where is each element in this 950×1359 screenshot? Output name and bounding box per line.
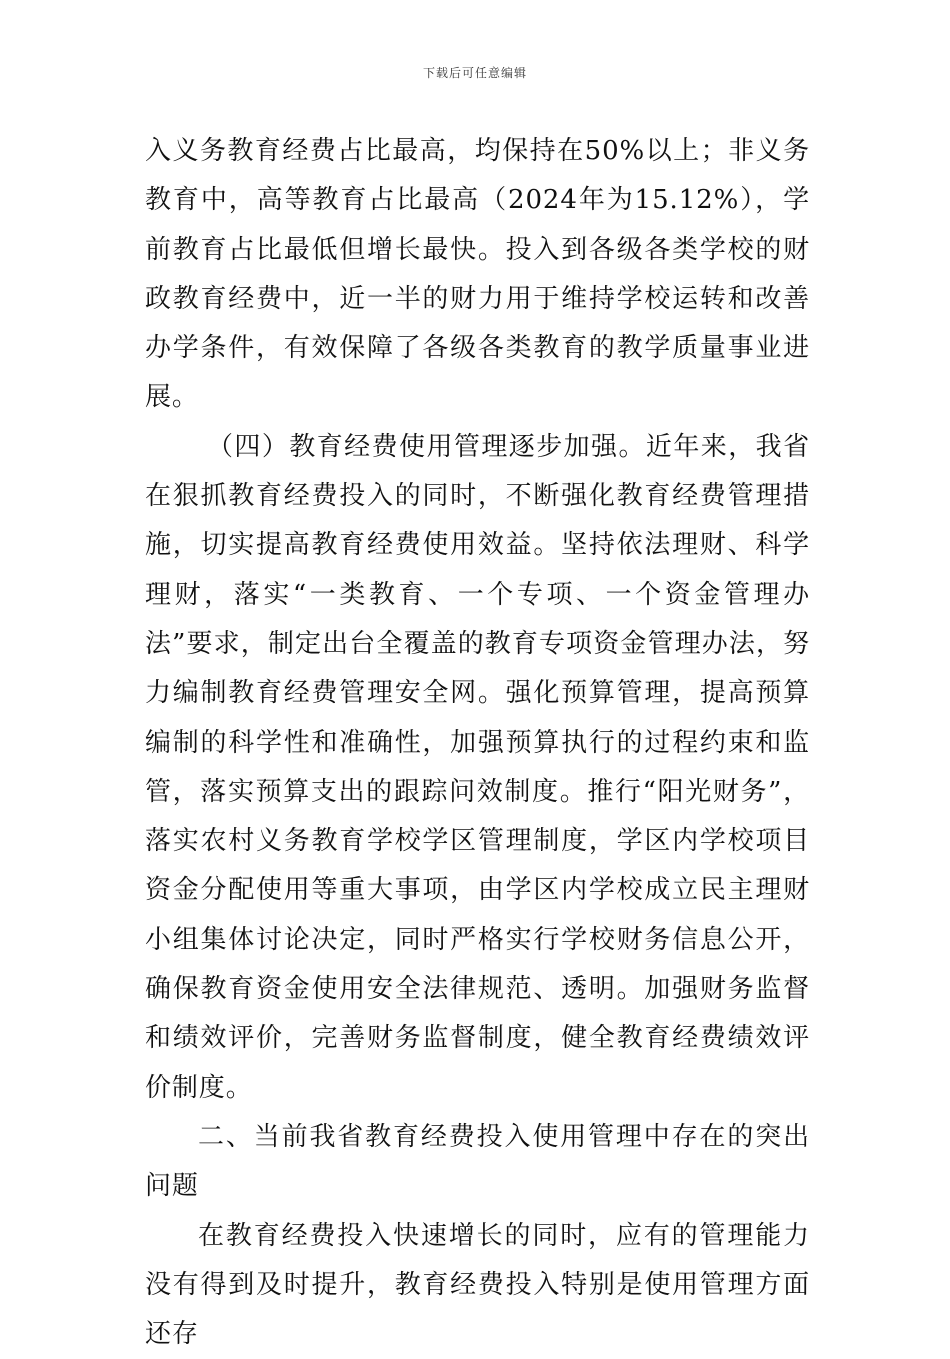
section-heading-two: 二、当前我省教育经费投入使用管理中存在的突出问题: [145, 1121, 810, 1202]
paragraph-problems-intro: 在教育经费投入快速增长的同时，应有的管理能力没有得到及时提升，教育经费投入特别是使用管理方面还存: [145, 1220, 810, 1350]
document-body: [145, 127, 810, 1359]
paragraph-continuation: 入义务教育经费占比最高，均保持在50%以上；非义务教育中，高等教育占比最高（2024年为15.12%），学前教育占比最低但增长最快。投入到各级各类学校的财政教育经费中，近一半的财力用于维持学校运转和改善办学条件，有效保障了各级各类教育的教学质量事业进展。: [145, 136, 810, 413]
page-header: 下载后可任意编辑: [422, 66, 527, 80]
paragraph-section-four: （四）教育经费使用管理逐步加强。近年来，我省在狠抓教育经费投入的同时，不断强化教育经费管理措施，切实提高教育经费使用效益。坚持依法理财、科学理财，落实“一类教育、一个专项、一个资金管理办法”要求，制定出台全覆盖的教育专项资金管理办法，努力编制教育经费管理安全网。强化预算管理，提高预算编制的科学性和准确性，加强预算执行的过程约束和监管，落实预算支出的跟踪问效制度。推行“阳光财务”， 落实农村义务教育学校学区管理制度，学区内学校项目资金分配使用等重大事项，由学区内学校成立民主理财小组集体讨论决定，同时严格实行学校财务信息公开，确保教育资金使用安全法律规范、透明。加强财务监督和绩效评价，完善财务监督制度，健全教育经费绩效评价制度。: [145, 431, 810, 1103]
